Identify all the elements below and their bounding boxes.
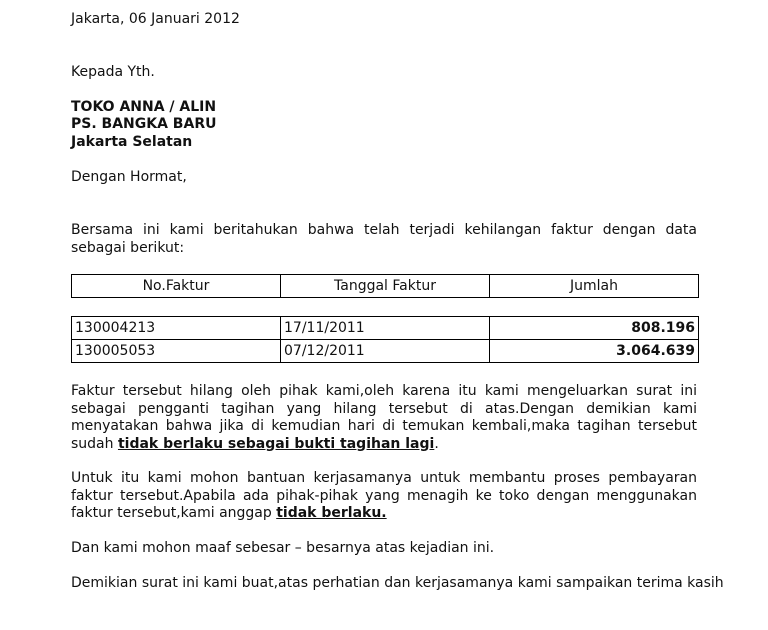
table-row (72, 340, 699, 363)
cell-no-faktur: 130005053 (72, 340, 281, 363)
cell-no-faktur: 130004213 (72, 317, 281, 340)
invoice-table (71, 316, 699, 363)
emphasis-not-valid: tidak berlaku. (276, 505, 387, 521)
paragraph-text: Untuk itu kami mohon bantuan kerjasamanya untuk membantu proses pembayaran faktur tersebut.Apabila ada pihak-pihak yang menagih ke toko dengan menggunakan faktur tersebut,kami anggap (71, 470, 697, 521)
paragraph-apology: Dan kami mohon maaf sebesar – besarnya atas kejadian ini. (71, 540, 495, 556)
cell-tanggal: 17/11/2011 (281, 317, 490, 340)
header-jumlah: Jumlah (490, 275, 699, 298)
header-tanggal-faktur: Tanggal Faktur (281, 275, 490, 298)
greeting: Dengan Hormat, (71, 169, 187, 185)
table-row (72, 317, 699, 340)
salutation-to: Kepada Yth. (71, 64, 155, 80)
paragraph-text: Faktur tersebut hilang oleh pihak kami,oleh karena itu kami mengeluarkan surat ini sebagai pengganti tagihan yang hilang tersebut di atas.Dengan demikian kami menyatakan bahwa jika di kemudian hari di temukan kembali,maka tagihan tersebut sudah (71, 383, 697, 452)
cell-tanggal: 07/12/2011 (281, 340, 490, 363)
paragraph-closing: Demikian surat ini kami buat,atas perhatian dan kerjasamanya kami sampaikan terima kasih (71, 575, 724, 591)
header-no-faktur: No.Faktur (72, 275, 281, 298)
cell-jumlah: 808.196 (490, 317, 699, 340)
paragraph-end: . (434, 435, 439, 452)
paragraph-lost-invoice (71, 383, 697, 453)
recipient-city: Jakarta Selatan (71, 134, 193, 150)
intro-paragraph: Bersama ini kami beritahukan bahwa telah terjadi kehilangan faktur dengan data sebagai berikut: (71, 222, 697, 256)
cell-jumlah: 3.064.639 (490, 340, 699, 363)
emphasis-not-valid: tidak berlaku sebagai bukti tagihan lagi (117, 435, 435, 452)
table-header (71, 274, 699, 298)
recipient-name: TOKO ANNA / ALIN (71, 99, 217, 115)
paragraph-request (71, 470, 697, 523)
date-line: Jakarta, 06 Januari 2012 (71, 11, 240, 27)
recipient-address: PS. BANGKA BARU (71, 116, 217, 132)
